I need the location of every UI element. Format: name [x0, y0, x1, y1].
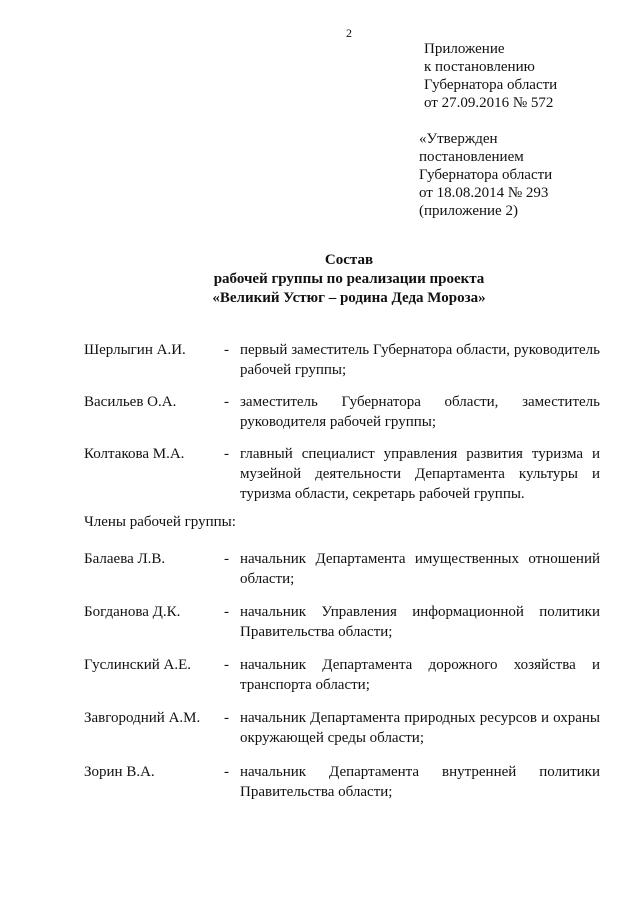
- appendix-line: Приложение: [424, 41, 505, 57]
- members-label: Члены рабочей группы:: [84, 514, 236, 530]
- dash: -: [224, 710, 229, 726]
- title-line: Состав: [324, 252, 374, 268]
- person-name: Балаева Л.В.: [84, 551, 166, 567]
- page-number: 2: [346, 26, 352, 40]
- dash: -: [224, 342, 229, 358]
- person-name: Зорин В.А.: [84, 764, 155, 780]
- dash: -: [224, 764, 229, 780]
- appendix-line: Губернатора области: [424, 77, 558, 93]
- dash: -: [224, 604, 229, 620]
- appendix-reference: [424, 40, 557, 112]
- document-title: [0, 251, 640, 308]
- approved-line: (приложение 2): [419, 203, 518, 219]
- person-name: Колтакова М.А.: [84, 446, 185, 462]
- person-name: Васильев О.А.: [84, 394, 177, 410]
- approved-reference: [419, 130, 552, 220]
- approved-line: Губернатора области: [419, 167, 553, 183]
- person-name: Гуслинский А.Е.: [84, 657, 192, 673]
- person-name: Шерлыгин А.И.: [84, 342, 186, 358]
- title-line: «Великий Устюг – родина Деда Мороза»: [212, 290, 486, 306]
- dash: -: [224, 394, 229, 410]
- person-role: заместитель Губернатора области, заместитель руководителя рабочей группы;: [240, 394, 600, 430]
- approved-line: от 18.08.2014 № 293: [419, 185, 549, 201]
- approved-line: постановлением: [419, 149, 524, 165]
- title-line: рабочей группы по реализации проекта: [213, 271, 485, 287]
- person-name: Завгородний А.М.: [84, 710, 201, 726]
- person-role: начальник Управления информационной политики Правительства области;: [240, 604, 600, 640]
- person-role: начальник Департамента внутренней политики Правительства области;: [240, 764, 600, 800]
- person-role: начальник Департамента дорожного хозяйства и транспорта области;: [240, 657, 600, 693]
- dash: -: [224, 657, 229, 673]
- person-role: первый заместитель Губернатора области, руководитель рабочей группы;: [240, 342, 600, 378]
- approved-line: «Утвержден: [419, 131, 498, 147]
- person-role: главный специалист управления развития туризма и музейной деятельности Департамента культуры и туризма области, секретарь рабочей группы.: [240, 446, 600, 502]
- appendix-line: от 27.09.2016 № 572: [424, 95, 554, 111]
- dash: -: [224, 551, 229, 567]
- person-role: начальник Департамента природных ресурсов и охраны окружающей среды области;: [240, 710, 600, 746]
- appendix-line: к постановлению: [424, 59, 535, 75]
- person-name: Богданова Д.К.: [84, 604, 181, 620]
- dash: -: [224, 446, 229, 462]
- person-role: начальник Департамента имущественных отношений области;: [240, 551, 600, 587]
